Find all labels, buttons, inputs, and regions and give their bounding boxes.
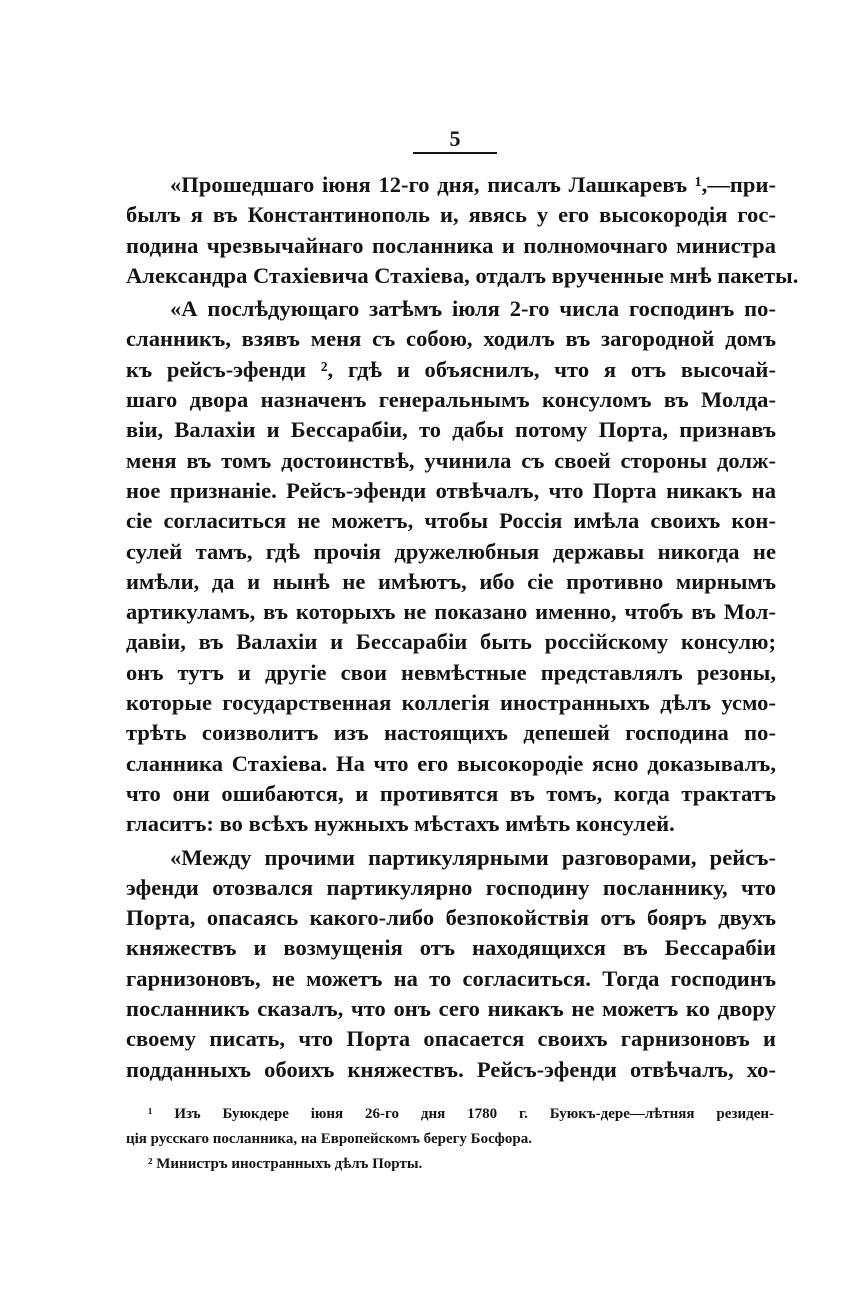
text-line: подина чрезвычайнаго посланника и полномочнаго министра (126, 232, 776, 258)
text-line: Порта, опасаясь какого-либо безпокойствія отъ бояръ двухъ (126, 905, 776, 931)
text-line: эфенди отозвался партикулярно господину посланнику, что (126, 874, 776, 900)
text-line: княжествъ и возмущенія отъ находящихся въ Бессарабіи (126, 935, 776, 961)
text-line: сулей тамъ, гдѣ прочія дружелюбныя державы никогда не (126, 538, 776, 564)
text-line: сланника Стахіева. На что его высокородіе ясно доказывалъ, (126, 750, 776, 776)
text-line: шаго двора назначенъ генеральнымъ консуломъ въ Молда- (126, 387, 776, 413)
footnote (148, 1152, 774, 1177)
footnotes (126, 1102, 774, 1177)
text-line: артикуламъ, въ которыхъ не показано именно, чтобъ въ Мол- (126, 599, 776, 625)
text-line: сіе согласиться не можетъ, чтобы Россія имѣла своихъ кон- (126, 508, 776, 534)
body-text (126, 170, 799, 1085)
text-line: къ рейсъ-эфенди ², гдѣ и объяснилъ, что я отъ высочай- (126, 356, 776, 382)
text-line: онъ тутъ и другіе свои невмѣстные представлялъ резоны, (126, 659, 776, 685)
text-line: трѣть соизволитъ изъ настоящихъ депешей господина по- (126, 720, 776, 746)
text-line: «Прошедшаго іюня 12-го дня, писалъ Лашкаревъ ¹,—при- (170, 172, 776, 197)
text-line: «А послѣдующаго затѣмъ іюля 2-го числа господинъ по- (170, 296, 776, 322)
paragraph (126, 294, 776, 839)
footnote-line: ¹ Изъ Буюкдере іюня 26-го дня 1780 г. Буюкъ-дере—лѣтняя резиден- (148, 1106, 774, 1122)
footnote-line: ція русскаго посланника, на Европейскомъ берегу Босфора. (126, 1131, 533, 1147)
page-number-rule (413, 152, 497, 154)
text-line: сланникъ, взявъ меня съ собою, ходилъ въ загородной домъ (126, 326, 776, 352)
text-line: меня въ томъ достоинствѣ, учинила съ своей стороны долж- (126, 447, 776, 473)
footnote (126, 1102, 774, 1152)
text-line: которые государственная коллегія иностранныхъ дѣлъ усмо- (126, 690, 776, 716)
page-number: 5 (449, 126, 461, 151)
paragraph (126, 843, 776, 1085)
text-line: былъ я въ Константинополь и, явясь у его высокородія гос- (126, 202, 776, 228)
footnote-line: ² Министръ иностранныхъ дѣлъ Порты. (148, 1156, 423, 1172)
text-line: віи, Валахіи и Бессарабіи, то дабы потому Порта, признавъ (126, 417, 776, 443)
paragraph (126, 170, 799, 291)
text-line: подданныхъ обоихъ княжествъ. Рейсъ-эфенди отвѣчалъ, хо- (126, 1056, 776, 1082)
text-line: гласитъ: во всѣхъ нужныхъ мѣстахъ имѣть консулей. (126, 811, 675, 837)
text-line: что они ошибаются, и противятся въ томъ, когда трактатъ (126, 780, 776, 806)
text-line: ное признаніе. Рейсъ-эфенди отвѣчалъ, что Порта никакъ на (126, 477, 776, 503)
text-line: Александра Стахіевича Стахіева, отдалъ врученные мнѣ пакеты. (126, 262, 799, 288)
text-line: гарнизоновъ, не можетъ на то согласиться. Тогда господинъ (126, 965, 776, 991)
text-line: «Между прочими партикулярными разговорами, рейсъ- (170, 844, 776, 870)
text-line: своему писать, что Порта опасается своихъ гарнизоновъ и (126, 1026, 776, 1052)
text-line: посланникъ сказалъ, что онъ сего никакъ не можетъ ко двору (126, 996, 776, 1022)
text-line: имѣли, да и нынѣ не имѣютъ, ибо сіе противно мирнымъ (126, 568, 776, 594)
text-line: давіи, въ Валахіи и Бессарабіи быть россійскому консулю; (126, 629, 776, 655)
